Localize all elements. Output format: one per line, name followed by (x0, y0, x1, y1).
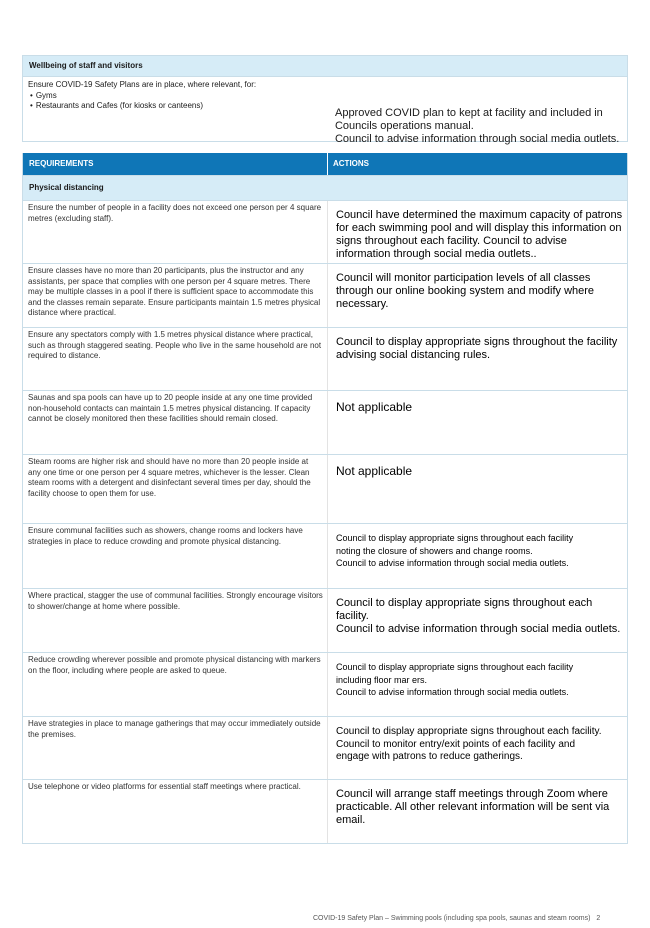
table-row (23, 327, 627, 390)
table-row (23, 779, 627, 843)
requirement-cell: Steam rooms are higher risk and should have no more than 20 people inside at any one time or one person per 4 square metres, whichever is the lesser. Clean steam rooms with a detergent and disinfectant several times per day, should the facility choose to open them for use. (23, 455, 328, 523)
action-line: Council to monitor entry/exit points of each facility and (336, 738, 576, 750)
table-row (23, 588, 627, 652)
wellbeing-action-line: Council to advise information through social media outlets. (334, 133, 620, 145)
action-line: Council to display appropriate signs throughout each facility. (336, 726, 602, 737)
action-cell (328, 717, 627, 779)
action-line: Council to advise information through social media outlets. (336, 623, 621, 635)
wellbeing-action-line: Councils operations manual. (334, 120, 474, 132)
action-cell (328, 653, 627, 716)
table-row (23, 390, 627, 454)
requirement-cell: Where practical, stagger the use of communal facilities. Strongly encourage visitors to shower/change at home where possible. (23, 589, 328, 652)
table-row (23, 652, 627, 716)
table-row (23, 454, 627, 523)
table-row (23, 263, 627, 327)
action-line: noting the closure of showers and change rooms. (336, 545, 533, 556)
requirement-cell: Ensure the number of people in a facility does not exceed one person per 4 square metres (excluding staff). (23, 201, 328, 263)
requirement-cell: Have strategies in place to manage gatherings that may occur immediately outside the premises. (23, 717, 328, 779)
table-row (23, 523, 627, 588)
action-cell: Council will arrange staff meetings through Zoom where practicable. All other relevant information will be sent via email. (336, 788, 610, 826)
footer-title: COVID-19 Safety Plan – Swimming pools (including spa pools, saunas and steam rooms) (313, 915, 591, 922)
wellbeing-bullet-list (28, 91, 322, 112)
wellbeing-table (22, 55, 628, 145)
action-line: Council to advise information through social media outlets. (336, 558, 569, 568)
page-footer (313, 915, 600, 922)
requirement-cell: Ensure communal facilities such as showers, change rooms and lockers have strategies in place to reduce crowding and promote physical distancing. (23, 524, 328, 588)
action-line: engage with patrons to reduce gatherings. (336, 751, 523, 762)
requirement-cell: Saunas and spa pools can have up to 20 people inside at any one time provided non-household contacts can maintain 1.5 metres physical distancing. If capacity cannot be closely monitored then these facilities should remain closed. (23, 391, 328, 454)
wellbeing-requirement-text: Ensure COVID-19 Safety Plans are in place, where relevant, for: (28, 80, 257, 89)
table-row (23, 716, 627, 779)
action-line: Council to display appropriate signs throughout each facility (336, 662, 574, 672)
action-line: Council to display appropriate signs throughout each facility (336, 533, 574, 543)
wellbeing-title: Wellbeing of staff and visitors (23, 56, 627, 76)
action-cell: Not applicable (336, 400, 413, 414)
section-title: Physical distancing (23, 175, 627, 200)
bullet-item: • Gyms (37, 91, 322, 102)
action-line: including floor mar ers. (336, 674, 428, 685)
requirements-header: REQUIREMENTS (23, 153, 328, 175)
action-cell (328, 524, 627, 588)
wellbeing-requirement (23, 77, 327, 141)
action-cell: Council to display appropriate signs throughout the facility advising social distancing rules. (336, 336, 618, 361)
requirement-cell: Reduce crowding wherever possible and promote physical distancing with markers on the floor, including where people are asked to queue. (23, 653, 328, 716)
action-line: Council to advise information through social media outlets. (336, 687, 569, 697)
action-cell: Council will monitor participation levels of all classes through our online booking system and modify where necessary. (336, 272, 595, 310)
requirement-cell: Use telephone or video platforms for essential staff meetings where practical. (23, 780, 328, 843)
wellbeing-row (23, 76, 627, 145)
table-row (23, 200, 627, 263)
requirement-cell: Ensure any spectators comply with 1.5 metres physical distance where practical, such as through staggered seating. People who live in the same household are not required to distance. (23, 328, 328, 390)
action-line: Council to display appropriate signs throughout each (336, 597, 593, 609)
actions-header: ACTIONS (333, 159, 369, 168)
wellbeing-action-line: Approved COVID plan to kept at facility and included in (334, 107, 603, 119)
requirements-table (22, 153, 628, 844)
wellbeing-action (327, 77, 627, 145)
page-number: 2 (596, 915, 601, 922)
action-line: facility. (336, 610, 369, 622)
requirement-cell: Ensure classes have no more than 20 participants, plus the instructor and any assistants, per space that complies with one person per 4 square metres. There may be multiple classes in a pool if there is sufficient space to accommodate this and the classes remain separate. Ensure participants maintain 1.5 metres physical distance where practical. (23, 264, 328, 327)
action-cell: Council have determined the maximum capacity of patrons for each swimming pool and will display this information on signs throughout each facility. Council to advise information through social media outlets.. (336, 209, 623, 260)
action-cell: Not applicable (336, 464, 413, 478)
table-header (23, 153, 627, 175)
bullet-item: • Restaurants and Cafes (for kiosks or canteens) (37, 101, 322, 112)
action-cell (328, 589, 627, 652)
